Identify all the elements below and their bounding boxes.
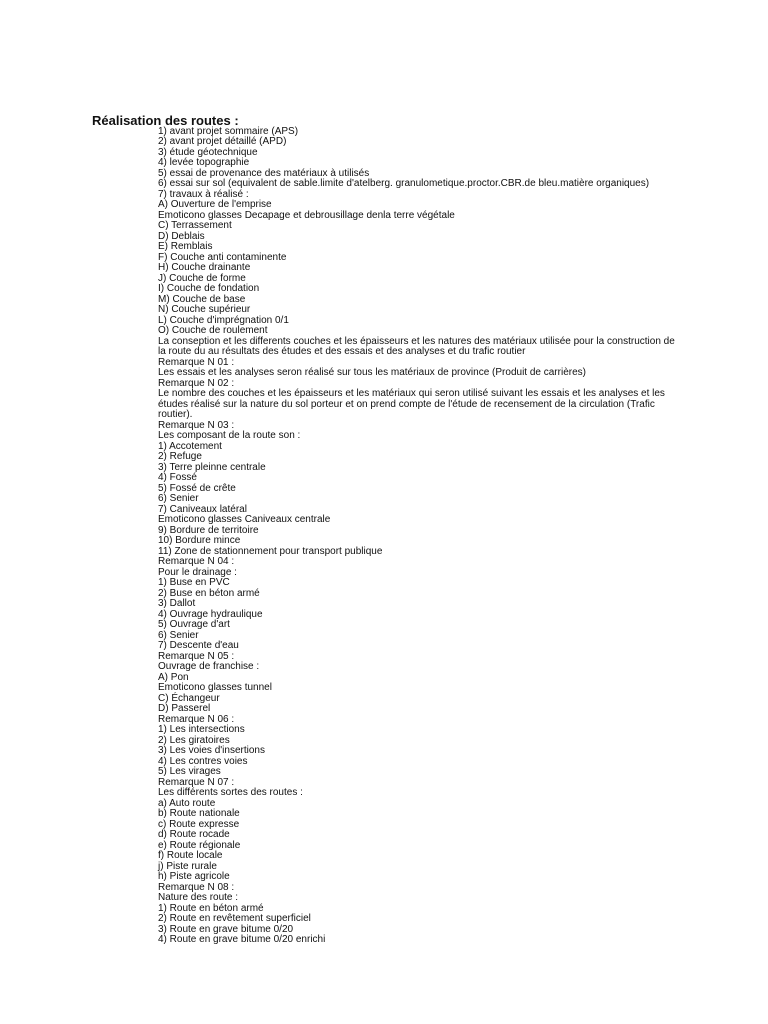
document-line: Emoticono glasses Decapage et debrousillage denla terre végétale <box>158 209 455 221</box>
document-line: 3) Les voies d'insertions <box>158 745 265 756</box>
document-title: Réalisation des routes : <box>92 113 239 128</box>
document-line: 5) Ouvrage d'art <box>158 619 230 630</box>
document-line: Les composant de la route son : <box>158 430 301 441</box>
document-line: Le nombre des couches et les épaisseurs et les matériaux qui seron utilisé suivant les essais et les analyses et les études réalisé sur la nature du sol porteur et on prend compte de l'étude de recensement de la circulation (Trafic routier). <box>158 388 665 420</box>
document-line: 6) Senier <box>158 629 199 641</box>
document-line: 2) Refuge <box>158 451 202 462</box>
document-line: La conseption et les differents couches et les épaisseurs et les natures des matériaux utilisée pour la construction de la route du au résultats des études et des essais et des analyses et du trafic routier <box>158 335 675 357</box>
document-line: 6) Senier <box>158 493 199 504</box>
document-line: Remarque N 05 : <box>158 650 235 662</box>
document-line: b) Route nationale <box>158 808 240 819</box>
document-line: 5) essai de provenance des matériaux à utilisés <box>158 167 370 179</box>
document-line: 3) Route en grave bitume 0/20 <box>158 923 294 935</box>
document-line: C) Terrassement <box>158 220 232 231</box>
document-line: 9) Bordure de territoire <box>158 524 259 536</box>
document-line: Emoticono glasses tunnel <box>158 682 272 693</box>
document-line: 1) Buse en PVC <box>158 577 230 588</box>
document-body <box>158 127 678 946</box>
document-line: Remarque N 03 : <box>158 419 235 431</box>
document-line: 4) levée topographie <box>158 157 250 168</box>
document-line: M) Couche de base <box>158 293 246 305</box>
document-line: I) Couche de fondation <box>158 283 260 294</box>
document-line: Remarque N 07 : <box>158 776 235 788</box>
document-line: 1) avant projet sommaire (APS) <box>158 125 299 137</box>
document-line: Ouvrage de franchise : <box>158 661 260 672</box>
document-line: O) Couche de roulement <box>158 325 268 336</box>
document-line: 10) Bordure mince <box>158 535 241 546</box>
document-line: 4) Fossé <box>158 472 197 483</box>
document-line: Remarque N 01 : <box>158 356 235 368</box>
document-line: J) Couche de forme <box>158 272 246 284</box>
document-line: 1) Route en béton armé <box>158 902 264 914</box>
document-line: 1) Les intersections <box>158 724 245 735</box>
document-line: Remarque N 08 : <box>158 881 235 893</box>
document-line: N) Couche supérieur <box>158 304 251 315</box>
document-line: 3) Dallot <box>158 598 196 609</box>
document-line: 1) Accotement <box>158 440 222 452</box>
document-line: Nature des route : <box>158 892 239 903</box>
document-line: Emoticono glasses Caniveaux centrale <box>158 514 331 525</box>
document-line: d) Route rocade <box>158 829 230 840</box>
document-line: a) Auto route <box>158 797 216 809</box>
document-line: 2) Route en revêtement superficiel <box>158 913 311 924</box>
document-line: H) Couche drainante <box>158 262 251 273</box>
document-line: e) Route régionale <box>158 839 241 851</box>
document-line: 4) Les contres voies <box>158 755 248 767</box>
document-line: j) Piste rurale <box>158 860 217 872</box>
document-line: 3) Terre pleinne centrale <box>158 461 266 473</box>
document-line: D) Passerel <box>158 703 211 714</box>
document-line: c) Route expresse <box>158 818 240 830</box>
document-line: Remarque N 04 : <box>158 556 235 567</box>
document-line: h) Piste agricole <box>158 871 230 882</box>
document-line: E) Remblais <box>158 241 213 252</box>
document-line: 5) Fossé de crête <box>158 482 236 494</box>
document-line: Les différents sortes des routes : <box>158 787 303 798</box>
document-line: 5) Les virages <box>158 766 221 777</box>
document-line: 4) Ouvrage hydraulique <box>158 608 263 620</box>
document-line: D) Deblais <box>158 230 205 242</box>
document-line: Remarque N 02 : <box>158 377 235 389</box>
document-line: 4) Route en grave bitume 0/20 enrichi <box>158 934 326 945</box>
document-line: 11) Zone de stationnement pour transport publique <box>158 545 383 557</box>
document-line: F) Couche anti contaminente <box>158 251 287 263</box>
document-line: A) Ouverture de l'emprise <box>158 199 272 210</box>
document-line: Pour le drainage : <box>158 566 237 578</box>
document-line: 2) Buse en béton armé <box>158 587 260 599</box>
document-line: 7) travaux à réalisé : <box>158 188 249 200</box>
document-line: 3) étude géotechnique <box>158 146 258 158</box>
document-line: 7) Caniveaux latéral <box>158 503 247 515</box>
document-line: C) Échangeur <box>158 692 220 704</box>
document-line: f) Route locale <box>158 850 223 861</box>
document-line: 2) Les giratoires <box>158 734 230 746</box>
document-line: L) Couche d'imprégnation 0/1 <box>158 314 289 326</box>
document-line: A) Pon <box>158 671 189 683</box>
document-line: Les essais et les analyses seron réalisé sur tous les matériaux de province (Produit de carrières) <box>158 367 586 378</box>
document-line: 7) Descente d'eau <box>158 640 239 651</box>
document-line: Remarque N 06 : <box>158 713 235 725</box>
document-line: 6) essai sur sol (equivalent de sable.limite d'atelberg. granulometique.proctor.CBR.de bleu.matière organiques) <box>158 178 650 189</box>
document-line: 2) avant projet détaillé (APD) <box>158 136 287 147</box>
